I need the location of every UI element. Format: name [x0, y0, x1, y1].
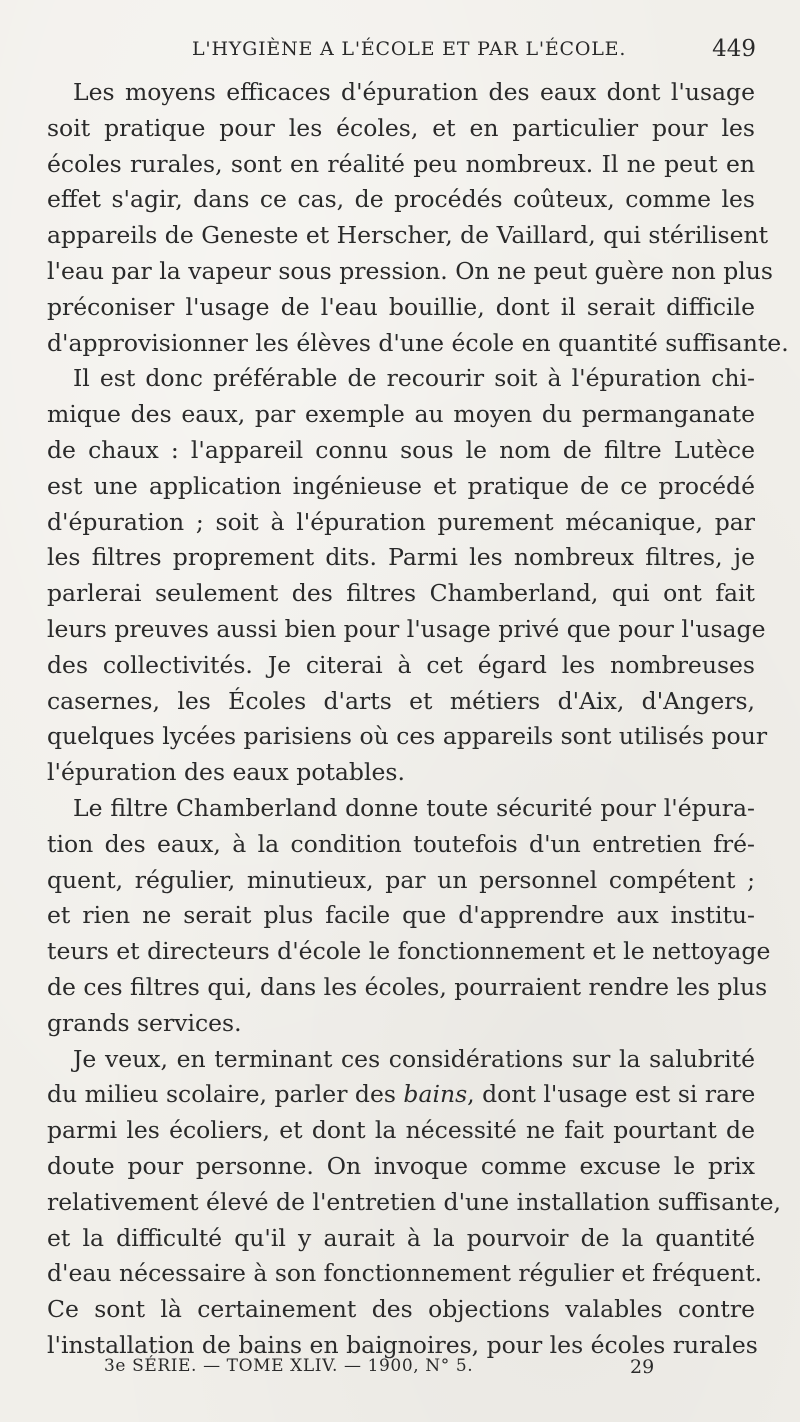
text-line: soit pratique pour les écoles, et en particulier pour les: [47, 113, 755, 142]
text-line: quelques lycées parisiens où ces appareils sont utilisés pour: [47, 722, 768, 751]
text-line: parmi les écoliers, et dont la nécessité ne fait pourtant de: [47, 1116, 755, 1145]
page-number: 449: [712, 36, 756, 62]
text-line: relativement élevé de l'entretien d'une installation suffisante,: [47, 1187, 782, 1216]
italic-word: bains: [403, 1080, 468, 1109]
text-line: Le filtre Chamberland donne toute sécurité pour l'épura-: [73, 793, 755, 822]
text-line: des collectivités. Je citerai à cet égard les nombreuses: [47, 650, 755, 679]
text-line: quent, régulier, minutieux, par un personnel compétent ;: [47, 865, 755, 894]
text-line-with-italic: [47, 1077, 755, 1113]
page-header: [0, 34, 800, 68]
series-note: 3e SÉRIE. — TOME XLIV. — 1900, N° 5.: [104, 1356, 474, 1376]
page-footer: [0, 1356, 800, 1386]
text-line: de ces filtres qui, dans les écoles, pourraient rendre les plus: [47, 972, 768, 1001]
text-line: doute pour personne. On invoque comme excuse le prix: [47, 1151, 755, 1180]
text-line: d'eau nécessaire à son fonctionnement régulier et fréquent.: [47, 1259, 763, 1288]
text-line: Il est donc préférable de recourir soit à l'épuration chi-: [73, 364, 755, 393]
text-line: est une application ingénieuse et pratique de ce procédé: [47, 471, 755, 500]
text-line: teurs et directeurs d'école le fonctionnement et le nettoyage: [47, 937, 771, 966]
text-line: appareils de Geneste et Herscher, de Vaillard, qui stérilisent: [47, 221, 769, 250]
text-line: grands services.: [47, 1008, 242, 1037]
running-title: L'HYGIÈNE A L'ÉCOLE ET PAR L'ÉCOLE.: [192, 38, 627, 60]
text-line: leurs preuves aussi bien pour l'usage privé que pour l'usage: [47, 614, 766, 643]
text-line: parlerai seulement des filtres Chamberland, qui ont fait: [47, 579, 755, 608]
text-line: et la difficulté qu'il y aurait à la pourvoir de la quantité: [47, 1223, 755, 1252]
text-line: les filtres proprement dits. Parmi les nombreux filtres, je: [47, 543, 755, 572]
text-line: tion des eaux, à la condition toutefois d'un entretien fré-: [47, 829, 755, 858]
text-line: d'approvisionner les élèves d'une école en quantité suffisante.: [47, 328, 789, 357]
text-line: Je veux, en terminant ces considérations sur la salubrité: [73, 1044, 755, 1073]
text-fragment: du milieu scolaire, parler des: [47, 1080, 396, 1109]
text-line: l'eau par la vapeur sous pression. On ne peut guère non plus: [47, 256, 773, 285]
text-line: Ce sont là certainement des objections valables contre: [47, 1295, 755, 1324]
text-line: mique des eaux, par exemple au moyen du permanganate: [47, 400, 755, 429]
text-line: et rien ne serait plus facile que d'apprendre aux institu-: [47, 901, 755, 930]
text-line: casernes, les Écoles d'arts et métiers d'Aix, d'Angers,: [47, 686, 755, 715]
text-line: préconiser l'usage de l'eau bouillie, dont il serait difficile: [47, 292, 755, 321]
text-line: écoles rurales, sont en réalité peu nombreux. Il ne peut en: [47, 149, 755, 178]
text-line: effet s'agir, dans ce cas, de procédés coûteux, comme les: [47, 185, 755, 214]
text-fragment: , dont l'usage est si rare: [467, 1080, 756, 1109]
text-line: de chaux : l'appareil connu sous le nom de filtre Lutèce: [47, 435, 755, 464]
signature-mark: 29: [630, 1356, 655, 1378]
body-text: [47, 75, 789, 1364]
text-line: Les moyens efficaces d'épuration des eaux dont l'usage: [73, 78, 755, 106]
text-line: l'installation de bains en baignoires, pour les écoles rurales: [47, 1330, 758, 1359]
text-line: d'épuration ; soit à l'épuration purement mécanique, par: [47, 507, 755, 536]
text-line: l'épuration des eaux potables.: [47, 758, 405, 787]
